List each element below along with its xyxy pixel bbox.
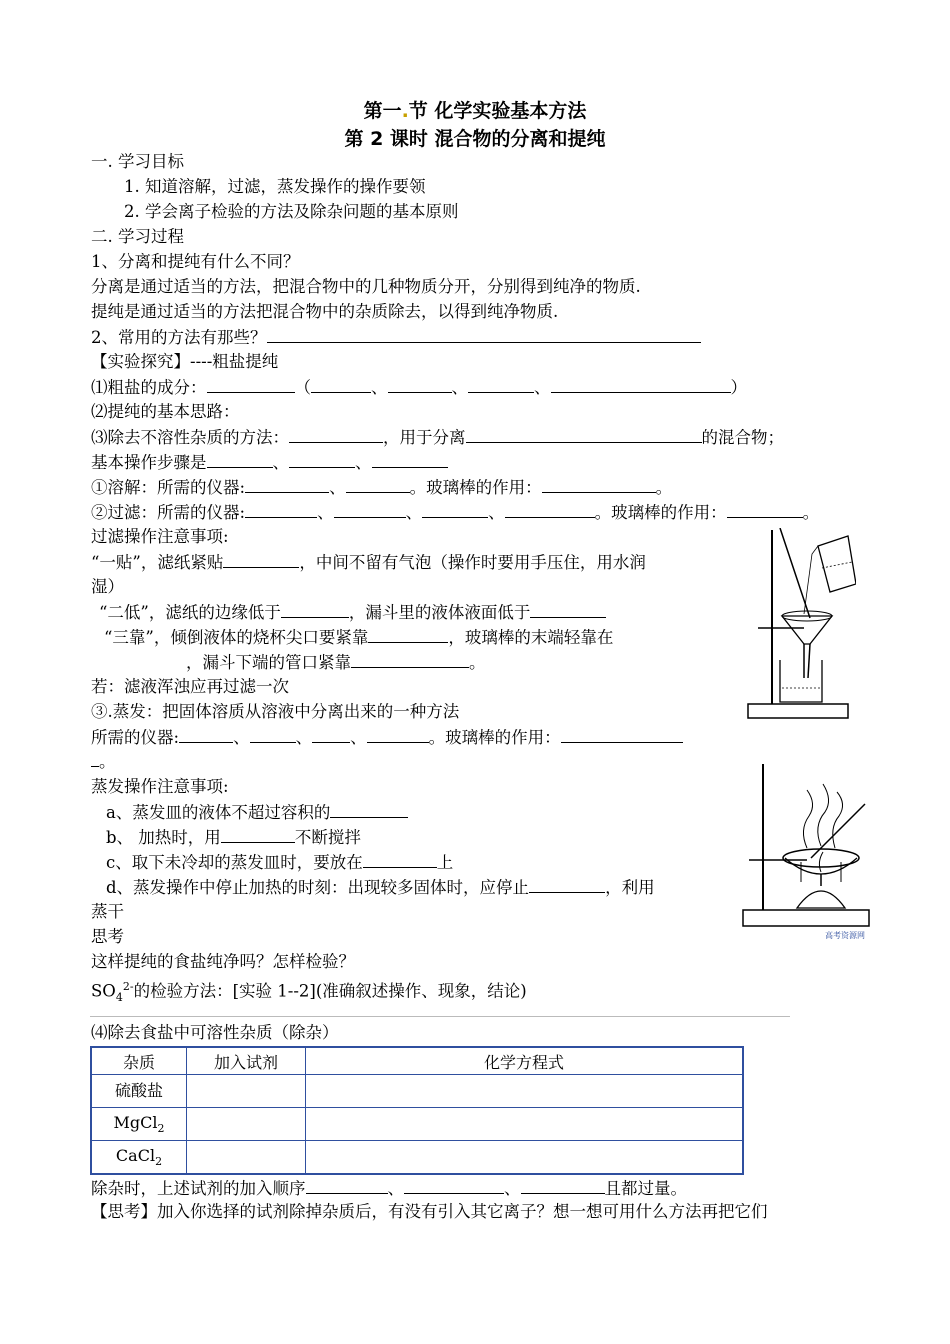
blank[interactable] <box>334 500 406 518</box>
header-reagent: 加入试剂 <box>187 1047 306 1075</box>
reagent-cell[interactable] <box>187 1141 306 1175</box>
blank[interactable] <box>346 475 410 493</box>
refilter-note: 若：滤液浑浊应再过滤一次 <box>91 677 289 696</box>
evaporate-instruments-cont: 。 <box>91 749 116 774</box>
table-row <box>91 1108 743 1141</box>
answer-separation: 分离是通过适当的方法，把混合物中的几种物质分开，分别得到纯净的物质. <box>91 277 641 296</box>
blank[interactable] <box>367 725 429 743</box>
blank[interactable] <box>250 725 296 743</box>
goal-1: 1. 知道溶解，过滤，蒸发操作的操作要领 <box>124 177 426 196</box>
final-think: 【思考】加入你选择的试剂除掉杂质后，有没有引入其它离子？想一想可用什么方法再把它们 <box>91 1202 768 1221</box>
evaporate-notes-heading: 蒸发操作注意事项: <box>91 777 229 796</box>
blank[interactable] <box>311 375 371 393</box>
blank[interactable] <box>289 450 355 468</box>
blank[interactable] <box>551 375 731 393</box>
blank[interactable] <box>363 850 437 868</box>
blank[interactable] <box>306 1176 388 1194</box>
blank[interactable] <box>368 625 448 643</box>
section-2-heading: 二. 学习过程 <box>91 227 184 246</box>
answer-line[interactable] <box>90 1016 790 1017</box>
rule-two-low: “二低”，滤纸的边缘低于 ，漏斗里的液体液面低于 <box>99 600 606 625</box>
blank[interactable] <box>372 450 448 468</box>
blank[interactable] <box>221 825 295 843</box>
blank[interactable] <box>468 375 534 393</box>
blank[interactable] <box>542 475 656 493</box>
table-header-row <box>91 1047 743 1075</box>
header-impurity: 杂质 <box>91 1047 187 1075</box>
blank[interactable] <box>530 600 606 618</box>
evap-note-d-cont: 蒸干 <box>91 902 124 921</box>
title-line-2: 第 2 课时 混合物的分离和提纯 <box>344 128 606 150</box>
blank[interactable] <box>561 725 683 743</box>
reagent-order: 除杂时，上述试剂的加入顺序 、 、 且都过量。 <box>91 1176 687 1201</box>
table-row <box>91 1141 743 1175</box>
filter-step: ②过滤：所需的仪器: 、 、 、 。玻璃棒的作用： 。 <box>91 500 819 525</box>
blank[interactable] <box>388 375 452 393</box>
equation-cell[interactable] <box>306 1108 744 1141</box>
evaporation-apparatus-figure <box>737 762 883 942</box>
header-equation: 化学方程式 <box>306 1047 744 1075</box>
goal-2: 2. 学会离子检验的方法及除杂问题的基本原则 <box>124 202 459 221</box>
reagent-cell[interactable] <box>187 1108 306 1141</box>
blank[interactable] <box>521 1176 605 1194</box>
think-label: 思考 <box>91 927 124 946</box>
evap-note-a: a、蒸发皿的液体不超过容积的 <box>106 800 408 825</box>
blank[interactable] <box>351 650 469 668</box>
rule-one-stick: “一贴”，滤纸紧贴 ，中间不留有气泡（操作时要用手压住，用水润 <box>91 550 646 575</box>
impurity-cell: CaCl$_2$ <box>91 1141 187 1175</box>
blank[interactable] <box>245 500 317 518</box>
impurity-cell: 硫酸盐 <box>91 1075 187 1108</box>
blank[interactable] <box>330 800 408 818</box>
question-2: 2、常用的方法有那些？ <box>91 325 701 350</box>
blank[interactable] <box>223 550 299 568</box>
basic-steps: 基本操作步骤是 、 、 <box>91 450 448 475</box>
section-1-heading: 一. 学习目标 <box>91 152 184 171</box>
evaporate-heading: ③.蒸发：把固体溶质从溶液中分离出来的一种方法 <box>91 702 460 721</box>
crude-salt-composition: ⑴粗盐的成分： （ 、 、 、 ） <box>91 375 747 400</box>
blank[interactable] <box>505 500 595 518</box>
soluble-impurities-heading: ⑷除去食盐中可溶性杂质（除杂） <box>91 1023 339 1042</box>
think-question: 这样提纯的食盐纯净吗？怎样检验？ <box>91 952 355 971</box>
blank[interactable] <box>404 1176 504 1194</box>
evap-note-b: b、 加热时，用 不断搅拌 <box>106 825 361 850</box>
basic-idea: ⑵提纯的基本思路： <box>91 402 240 421</box>
impurity-cell: MgCl$_2$ <box>91 1108 187 1141</box>
question-1: 1、分离和提纯有什么不同？ <box>91 252 300 271</box>
rule-three-touch-cont: ，漏斗下端的管口紧靠 。 <box>186 650 486 675</box>
table-row <box>91 1075 743 1108</box>
title-line-1: 第一.节 化学实验基本方法 <box>363 100 587 122</box>
evap-note-d: d、蒸发操作中停止加热的时刻：出现较多固体时，应停止 ，利用 <box>106 875 655 900</box>
insoluble-removal: ⑶除去不溶性杂质的方法： ，用于分离 的混合物； <box>91 425 784 450</box>
blank[interactable] <box>529 875 605 893</box>
blank[interactable] <box>312 725 350 743</box>
equation-cell[interactable] <box>306 1141 744 1175</box>
blank[interactable] <box>289 425 383 443</box>
evap-note-c: c、取下未冷却的蒸发皿时，要放在 上 <box>106 850 453 875</box>
equation-cell[interactable] <box>306 1075 744 1108</box>
sulfate-test: $SO_4^{2-}$的检验方法：[实验 1--2](准确叙述操作、现象，结论) <box>91 980 527 1004</box>
blank[interactable] <box>91 749 99 767</box>
watermark-text: 高考资源网 <box>825 931 865 940</box>
evaporate-instruments: 所需的仪器: 、 、 、 。玻璃棒的作用： <box>91 725 683 750</box>
blank-methods[interactable] <box>267 325 701 343</box>
answer-purification: 提纯是通过适当的方法把混合物中的杂质除去，以得到纯净物质. <box>91 302 559 321</box>
experiment-heading: 【实验探究】----粗盐提纯 <box>91 352 279 371</box>
filter-notes-heading: 过滤操作注意事项: <box>91 527 229 546</box>
blank[interactable] <box>245 475 329 493</box>
blank[interactable] <box>207 450 273 468</box>
blank[interactable] <box>281 600 349 618</box>
filtration-apparatus-figure <box>744 528 856 724</box>
blank[interactable] <box>207 375 295 393</box>
blank[interactable] <box>179 725 233 743</box>
rule-three-touch: “三靠”，倾倒液体的烧杯尖口要紧靠 ，玻璃棒的末端轻靠在 <box>104 625 613 650</box>
blank[interactable] <box>422 500 488 518</box>
impurity-table <box>90 1046 744 1175</box>
reagent-cell[interactable] <box>187 1075 306 1108</box>
blank[interactable] <box>727 500 803 518</box>
rule-one-stick-cont: 湿） <box>91 577 124 596</box>
blank[interactable] <box>466 425 702 443</box>
dissolve-step: ①溶解：所需的仪器: 、 。玻璃棒的作用： 。 <box>91 475 672 500</box>
